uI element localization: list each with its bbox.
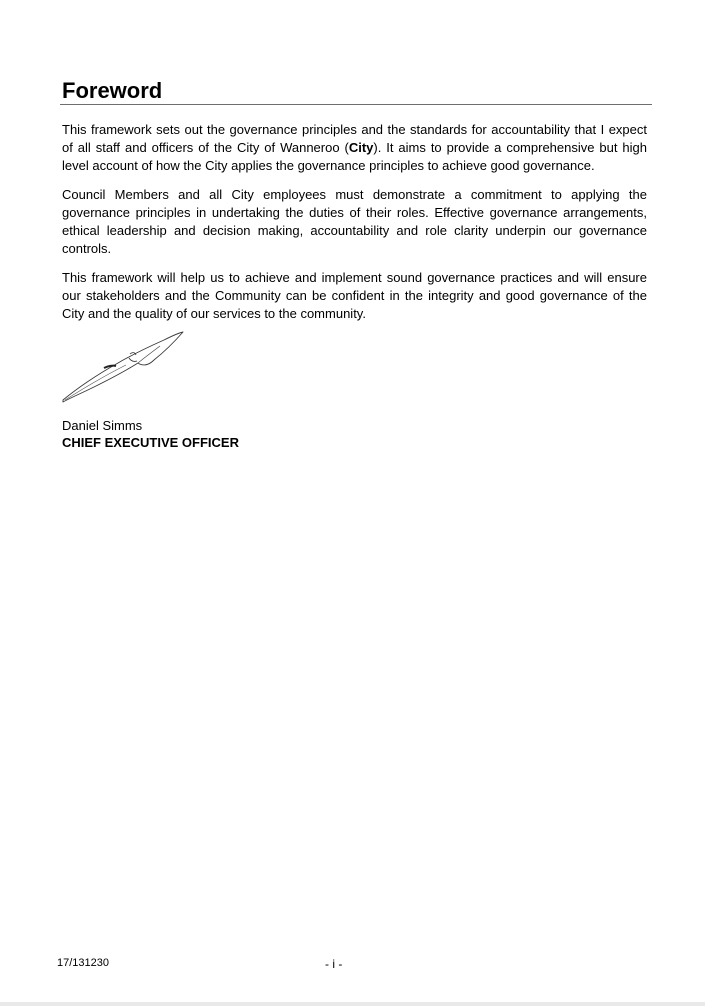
handwritten-signature [60, 330, 188, 404]
signatory-name: Daniel Simms [62, 418, 143, 433]
document-reference: 17/131230 [57, 957, 109, 969]
paragraph-1 [62, 121, 647, 175]
signatory-title: CHIEF EXECUTIVE OFFICER [62, 435, 239, 450]
page-number: - i - [325, 957, 343, 971]
heading-underline [60, 104, 652, 105]
page-heading: Foreword [62, 78, 163, 103]
paragraph-1-text-end: ). It aims to provide a comprehensive but high level account of how the City applies the governance principles to achieve good governance. [62, 140, 647, 173]
paragraph-1-text-start: This framework sets out the governance principles and the standards for accountability that I expect of all staff and officers of the City of Wanneroo ( [62, 122, 647, 155]
city-term: City [348, 140, 374, 155]
foreword-body [62, 121, 647, 334]
page-bottom-edge [0, 1002, 705, 1006]
paragraph-3: This framework will help us to achieve and implement sound governance practices and will ensure our stakeholders and the Community can be confident in the integrity and good governance of the City and the quality of our services to the community. [62, 270, 647, 321]
paragraph-2: Council Members and all City employees must demonstrate a commitment to applying the governance principles in undertaking the duties of their roles. Effective governance arrangements, ethical leadership and decision making, accountability and role clarity underpin our governance controls. [62, 187, 647, 256]
